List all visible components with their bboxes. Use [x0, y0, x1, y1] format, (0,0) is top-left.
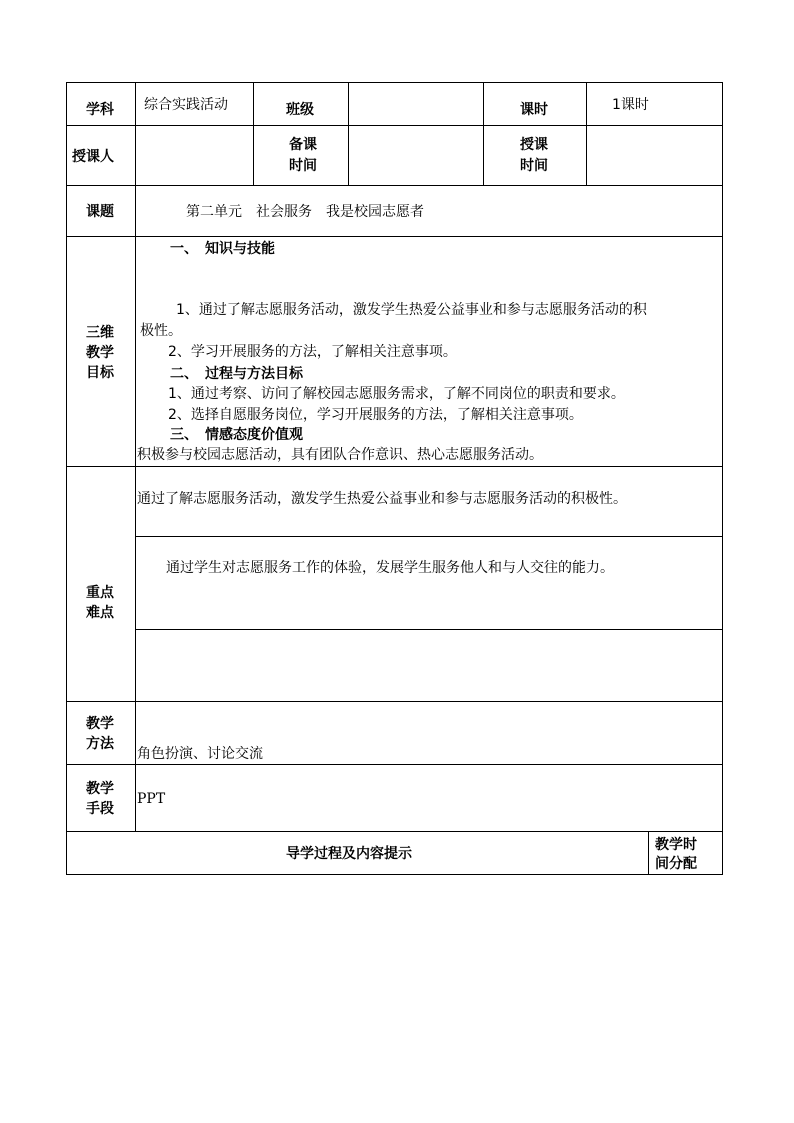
key-point-text-1: 通过了解志愿服务活动，激发学生热爱公益事业和参与志愿服务活动的积极性。	[137, 491, 627, 507]
period-label: 课时	[520, 102, 548, 118]
objectives-label-line3: 目标	[86, 365, 114, 381]
objective-text-4: 2、选择自愿服务岗位，学习开展服务的方法，了解相关注意事项。	[168, 407, 583, 423]
objective-text-1-line1: 1、通过了解志愿服务活动，激发学生热爱公益事业和参与志愿服务活动的积	[176, 302, 647, 318]
method-label-line1: 教学	[86, 716, 114, 732]
process-label: 导学过程及内容提示	[286, 846, 412, 862]
objective-text-5: 积极参与校园志愿活动，具有团队合作意识、热心志愿服务活动。	[137, 447, 543, 463]
objective-text-3: 1、通过考察、访问了解校园志愿服务需求，了解不同岗位的职责和要求。	[168, 386, 625, 402]
objective-heading-knowledge: 一、 知识与技能	[170, 241, 275, 257]
objective-heading-attitude: 三、 情感态度价值观	[170, 427, 303, 443]
prep-time-label-line2: 时间	[289, 158, 317, 174]
time-allocation-label-line2: 间分配	[655, 856, 697, 872]
objective-text-1-line2: 极性。	[140, 323, 182, 339]
method-value: 角色扮演、讨论交流	[137, 746, 263, 762]
objectives-label-line2: 教学	[86, 345, 114, 361]
objective-heading-process: 二、 过程与方法目标	[170, 366, 303, 382]
subject-label: 学科	[86, 102, 114, 118]
class-label: 班级	[286, 102, 314, 118]
period-value: 1课时	[612, 97, 649, 113]
teach-time-label-line2: 时间	[520, 158, 548, 174]
prep-time-label-line1: 备课	[289, 137, 317, 153]
key-points-label-line2: 难点	[86, 605, 114, 621]
method-label-line2: 方法	[86, 736, 114, 752]
objective-text-2: 2、学习开展服务的方法，了解相关注意事项。	[168, 344, 457, 360]
subject-value: 综合实践活动	[144, 97, 228, 113]
means-label-line2: 手段	[86, 801, 114, 817]
key-point-text-2: 通过学生对志愿服务工作的体验，发展学生服务他人和与人交往的能力。	[166, 560, 614, 576]
time-allocation-label-line1: 教学时	[655, 837, 697, 853]
teacher-label: 授课人	[72, 149, 114, 165]
topic-value: 第二单元 社会服务 我是校园志愿者	[186, 204, 424, 220]
topic-label: 课题	[86, 204, 114, 220]
means-value: PPT	[137, 791, 166, 807]
means-label-line1: 教学	[86, 781, 114, 797]
teach-time-label-line1: 授课	[520, 137, 548, 153]
objectives-label-line1: 三维	[86, 325, 114, 341]
key-points-label-line1: 重点	[86, 585, 114, 601]
